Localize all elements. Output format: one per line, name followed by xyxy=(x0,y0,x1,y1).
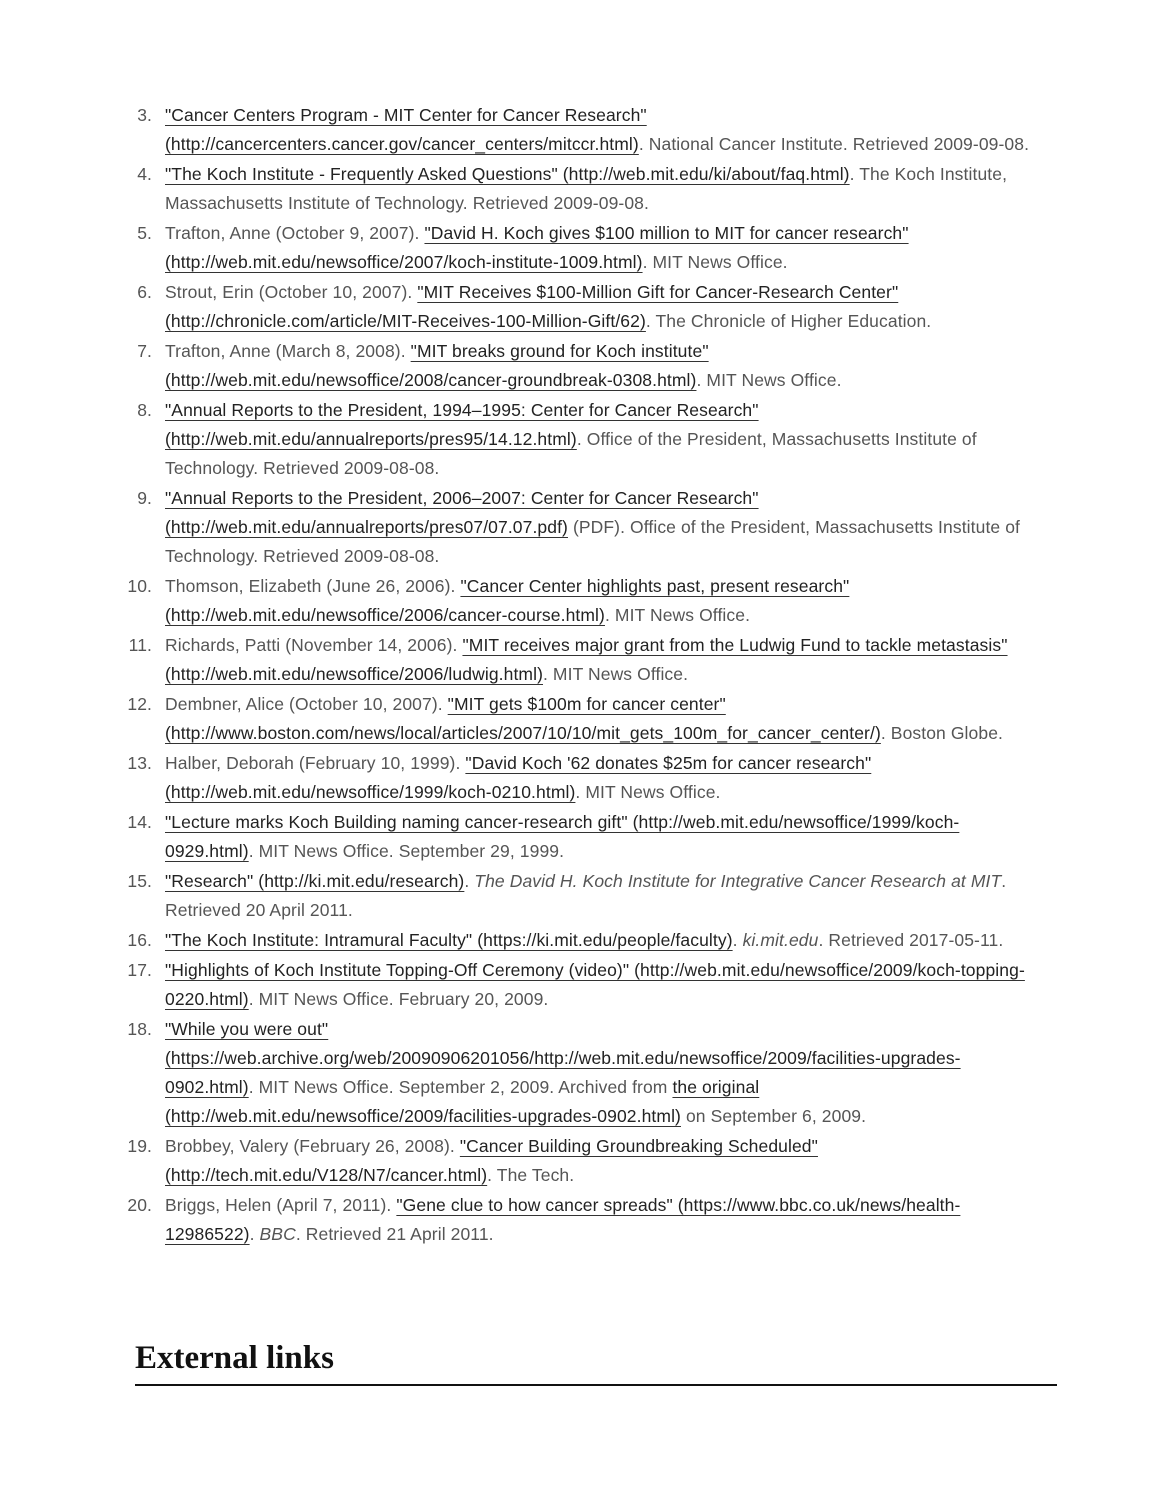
reference-link[interactable]: "Cancer Building Groundbreaking Scheduled" (http://tech.mit.edu/V128/N7/cancer.html) xyxy=(165,1136,818,1185)
reference-work-title: BBC xyxy=(259,1224,296,1244)
reference-author: Briggs, Helen (April 7, 2011). xyxy=(165,1195,397,1215)
reference-source: . MIT News Office. xyxy=(642,252,788,272)
reference-link[interactable]: "While you were out" (https://web.archive.org/web/20090906201056/http://web.mit.edu/newsoffice/2009/facilities-upgrades-0902.html) xyxy=(165,1019,961,1097)
external-links-heading: External links xyxy=(135,1340,334,1376)
reference-source: . The Koch Institute, Massachusetts Institute of Technology. Retrieved 2009-09-08. xyxy=(165,164,1008,213)
reference-item xyxy=(0,749,1160,807)
reference-work-title: The David H. Koch Institute for Integrative Cancer Research at MIT xyxy=(474,871,1002,891)
reference-number: 16. xyxy=(127,930,152,950)
reference-item xyxy=(0,219,1160,277)
reference-item xyxy=(0,160,1160,218)
reference-number: 4. xyxy=(137,164,152,184)
reference-source: . MIT News Office. September 29, 1999. xyxy=(248,841,565,861)
reference-link[interactable]: "Cancer Centers Program - MIT Center for Cancer Research" (http://cancercenters.cancer.gov/cancer_centers/mitccr.html) xyxy=(165,105,647,154)
reference-number: 17. xyxy=(127,960,152,980)
reference-link[interactable]: "David Koch '62 donates $25m for cancer research" (http://web.mit.edu/newsoffice/1999/koch-0210.html) xyxy=(165,753,872,802)
reference-number: 6. xyxy=(137,282,152,302)
reference-item xyxy=(0,1015,1160,1131)
reference-source: . MIT News Office. xyxy=(543,664,689,684)
reference-source: . National Cancer Institute. Retrieved 2009-09-08. xyxy=(638,134,1030,154)
reference-author: Richards, Patti (November 14, 2006). xyxy=(165,635,463,655)
reference-number: 19. xyxy=(127,1136,152,1156)
reference-source: . MIT News Office. September 2, 2009. Archived from xyxy=(248,1077,673,1097)
reference-source: . Boston Globe. xyxy=(880,723,1004,743)
reference-number: 5. xyxy=(137,223,152,243)
reference-number: 14. xyxy=(127,812,152,832)
reference-number: 20. xyxy=(127,1195,152,1215)
reference-number: 9. xyxy=(137,488,152,508)
reference-item xyxy=(0,101,1160,159)
reference-item xyxy=(0,690,1160,748)
reference-author: Trafton, Anne (October 9, 2007). xyxy=(165,223,425,243)
reference-number: 11. xyxy=(128,635,152,655)
reference-number: 12. xyxy=(127,694,152,714)
reference-item xyxy=(0,484,1160,571)
reference-source: . MIT News Office. xyxy=(575,782,721,802)
reference-item xyxy=(0,808,1160,866)
reference-item xyxy=(0,956,1160,1014)
reference-source: . MIT News Office. xyxy=(604,605,751,625)
reference-number: 13. xyxy=(127,753,152,773)
reference-number: 18. xyxy=(127,1019,152,1039)
reference-item xyxy=(0,396,1160,483)
reference-source: . ki.mit.edu. Retrieved 2017-05-11. xyxy=(732,930,1004,950)
reference-link[interactable]: "Research" (http://ki.mit.edu/research) xyxy=(165,871,465,891)
reference-number: 10. xyxy=(127,576,152,596)
reference-item xyxy=(0,1191,1160,1249)
reference-source: . The Tech. xyxy=(487,1165,575,1185)
reference-number: 3. xyxy=(137,105,152,125)
reference-item xyxy=(0,278,1160,336)
reference-link[interactable]: "MIT Receives $100-Million Gift for Cancer-Research Center" (http://chronicle.com/article/MIT-Receives-100-Million-Gift/62) xyxy=(165,282,899,331)
reference-number: 15. xyxy=(127,871,152,891)
reference-link[interactable]: "The Koch Institute: Intramural Faculty" (https://ki.mit.edu/people/faculty) xyxy=(165,930,733,950)
reference-item xyxy=(0,572,1160,630)
reference-author: Dembner, Alice (October 10, 2007). xyxy=(165,694,448,714)
heading-divider xyxy=(135,1384,1057,1386)
reference-item xyxy=(0,337,1160,395)
reference-author: Brobbey, Valery (February 26, 2008). xyxy=(165,1136,460,1156)
reference-work-title: ki.mit.edu xyxy=(742,930,819,950)
reference-source: . BBC. Retrieved 21 April 2011. xyxy=(249,1224,494,1244)
reference-link[interactable]: "Annual Reports to the President, 2006–2007: Center for Cancer Research" (http://web.mit.edu/annualreports/pres07/07.07.pdf) xyxy=(165,488,759,537)
reference-number: 8. xyxy=(137,400,152,420)
reference-item xyxy=(0,631,1160,689)
reference-item xyxy=(0,867,1160,925)
reference-source: . MIT News Office. February 20, 2009. xyxy=(248,989,549,1009)
reference-source: . MIT News Office. xyxy=(696,370,842,390)
reference-link[interactable]: "Annual Reports to the President, 1994–1995: Center for Cancer Research" (http://web.mit.edu/annualreports/pres95/14.12.html) xyxy=(165,400,759,449)
reference-number: 7. xyxy=(137,341,152,361)
reference-author: Halber, Deborah (February 10, 1999). xyxy=(165,753,466,773)
reference-link[interactable]: "Highlights of Koch Institute Topping-Off Ceremony (video)" (http://web.mit.edu/newsoffice/2009/koch-topping-0220.html) xyxy=(165,960,1025,1009)
reference-list xyxy=(0,101,1160,1250)
reference-item xyxy=(0,1132,1160,1190)
archive-original-link[interactable]: the original (http://web.mit.edu/newsoffice/2009/facilities-upgrades-0902.html) xyxy=(165,1077,760,1126)
archive-date: on September 6, 2009. xyxy=(681,1106,867,1126)
reference-source: (PDF). Office of the President, Massachusetts Institute of Technology. Retrieved 2009-08-08. xyxy=(165,517,1020,566)
reference-link[interactable]: "MIT receives major grant from the Ludwig Fund to tackle metastasis" (http://web.mit.edu/newsoffice/2006/ludwig.html) xyxy=(165,635,1008,684)
reference-author: Thomson, Elizabeth (June 26, 2006). xyxy=(165,576,461,596)
reference-source: . The Chronicle of Higher Education. xyxy=(645,311,932,331)
reference-link[interactable]: "MIT gets $100m for cancer center" (http://www.boston.com/news/local/articles/2007/10/10/mit_gets_100m_for_cancer_center/) xyxy=(165,694,881,743)
reference-link[interactable]: "Gene clue to how cancer spreads" (https://www.bbc.co.uk/news/health-12986522) xyxy=(165,1195,961,1244)
reference-link[interactable]: "David H. Koch gives $100 million to MIT for cancer research" (http://web.mit.edu/newsoffice/2007/koch-institute-1009.html) xyxy=(165,223,909,272)
reference-source: . The David H. Koch Institute for Integrative Cancer Research at MIT. Retrieved 20 April 2011. xyxy=(165,871,1007,920)
reference-link[interactable]: "Lecture marks Koch Building naming cancer-research gift" (http://web.mit.edu/newsoffice/1999/koch-0929.html) xyxy=(165,812,960,861)
reference-item xyxy=(0,926,1160,955)
reference-link[interactable]: "Cancer Center highlights past, present research" (http://web.mit.edu/newsoffice/2006/cancer-course.html) xyxy=(165,576,850,625)
reference-author: Strout, Erin (October 10, 2007). xyxy=(165,282,418,302)
reference-link[interactable]: "MIT breaks ground for Koch institute" (http://web.mit.edu/newsoffice/2008/cancer-groundbreak-0308.html) xyxy=(165,341,709,390)
reference-link[interactable]: "The Koch Institute - Frequently Asked Questions" (http://web.mit.edu/ki/about/faq.html) xyxy=(165,164,850,184)
reference-source: . Office of the President, Massachusetts Institute of Technology. Retrieved 2009-08-08. xyxy=(165,429,977,478)
reference-author: Trafton, Anne (March 8, 2008). xyxy=(165,341,411,361)
